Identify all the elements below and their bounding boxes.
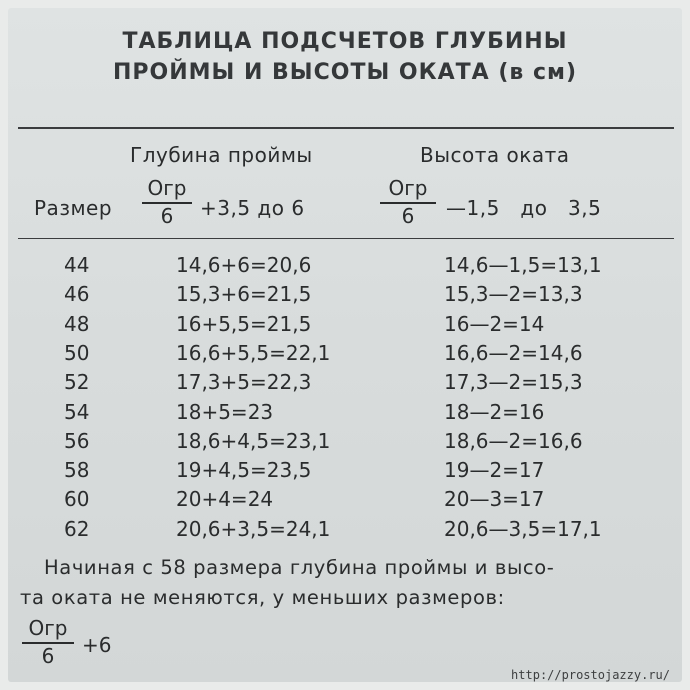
size-cell: 54 [64,399,90,424]
depth-cell: 20,6+3,5=24,1 [176,516,331,541]
depth-cell: 19+4,5=23,5 [176,458,312,483]
height-cell: 17,3—2=15,3 [444,370,583,395]
page-title [0,26,690,88]
height-formula-fraction [380,176,436,228]
height-cell: 16—2=14 [444,311,545,336]
height-formula-numerator: Огр [388,176,428,200]
depth-formula-suffix: +3,5 до 6 [200,196,305,220]
depth-cell: 18+5=23 [176,399,274,424]
size-cell: 56 [64,428,90,453]
height-cell: 18,6—2=16,6 [444,428,583,453]
size-cell: 50 [64,340,90,365]
size-column-header: Размер [34,196,113,220]
size-cell: 58 [64,458,90,483]
height-cell: 20—3=17 [444,487,545,512]
header-rule [18,238,674,239]
depth-cell: 18,6+4,5=23,1 [176,428,331,453]
height-cell: 15,3—2=13,3 [444,282,583,307]
size-cell: 52 [64,370,90,395]
watermark-url: http://prostojazzy.ru/ [511,668,670,682]
table-row [0,517,690,546]
size-cell: 46 [64,282,90,307]
size-cell: 44 [64,253,90,277]
table-row [0,487,690,516]
depth-formula-numerator: Огр [147,176,187,200]
table-row [0,341,690,370]
note-formula-numerator: Огр [28,616,68,640]
height-cell: 14,6—1,5=13,1 [444,253,602,277]
table-row [0,253,690,282]
depth-formula-fraction [142,176,192,228]
depth-cell: 15,3+6=21,5 [176,282,312,307]
size-cell: 60 [64,487,90,512]
table-row [0,312,690,341]
height-formula-suffix: —1,5 до 3,5 [446,196,602,220]
depth-column-header: Глубина проймы [130,143,313,167]
table-row [0,282,690,311]
title-line-1: ТАБЛИЦА ПОДСЧЕТОВ ГЛУБИНЫ [122,29,568,54]
table-row [0,458,690,487]
height-column-header: Высота оката [420,143,570,167]
size-cell: 62 [64,516,90,541]
depth-cell: 16+5,5=21,5 [176,311,312,336]
table-row [0,370,690,399]
height-cell: 20,6—3,5=17,1 [444,516,602,541]
height-cell: 19—2=17 [444,458,545,483]
note-formula-suffix: +6 [82,633,112,657]
depth-cell: 14,6+6=20,6 [176,253,312,277]
depth-cell: 20+4=24 [176,487,274,512]
depth-cell: 16,6+5,5=22,1 [176,340,331,365]
depth-formula-denominator: 6 [160,204,174,228]
table-row [0,429,690,458]
table-row [0,400,690,429]
height-cell: 18—2=16 [444,399,545,424]
note-formula-denominator: 6 [41,644,55,668]
title-line-2: ПРОЙМЫ И ВЫСОТЫ ОКАТА (в см) [112,60,578,85]
depth-cell: 17,3+5=22,3 [176,370,312,395]
note-line-1: Начиная с 58 размера глубина проймы и высо- [44,556,555,579]
top-rule [18,127,674,129]
height-cell: 16,6—2=14,6 [444,340,583,365]
note-line-2: та оката не меняются, у меньших размеров: [20,586,505,609]
note-formula-fraction [22,616,74,668]
size-cell: 48 [64,311,90,336]
height-formula-denominator: 6 [401,204,415,228]
